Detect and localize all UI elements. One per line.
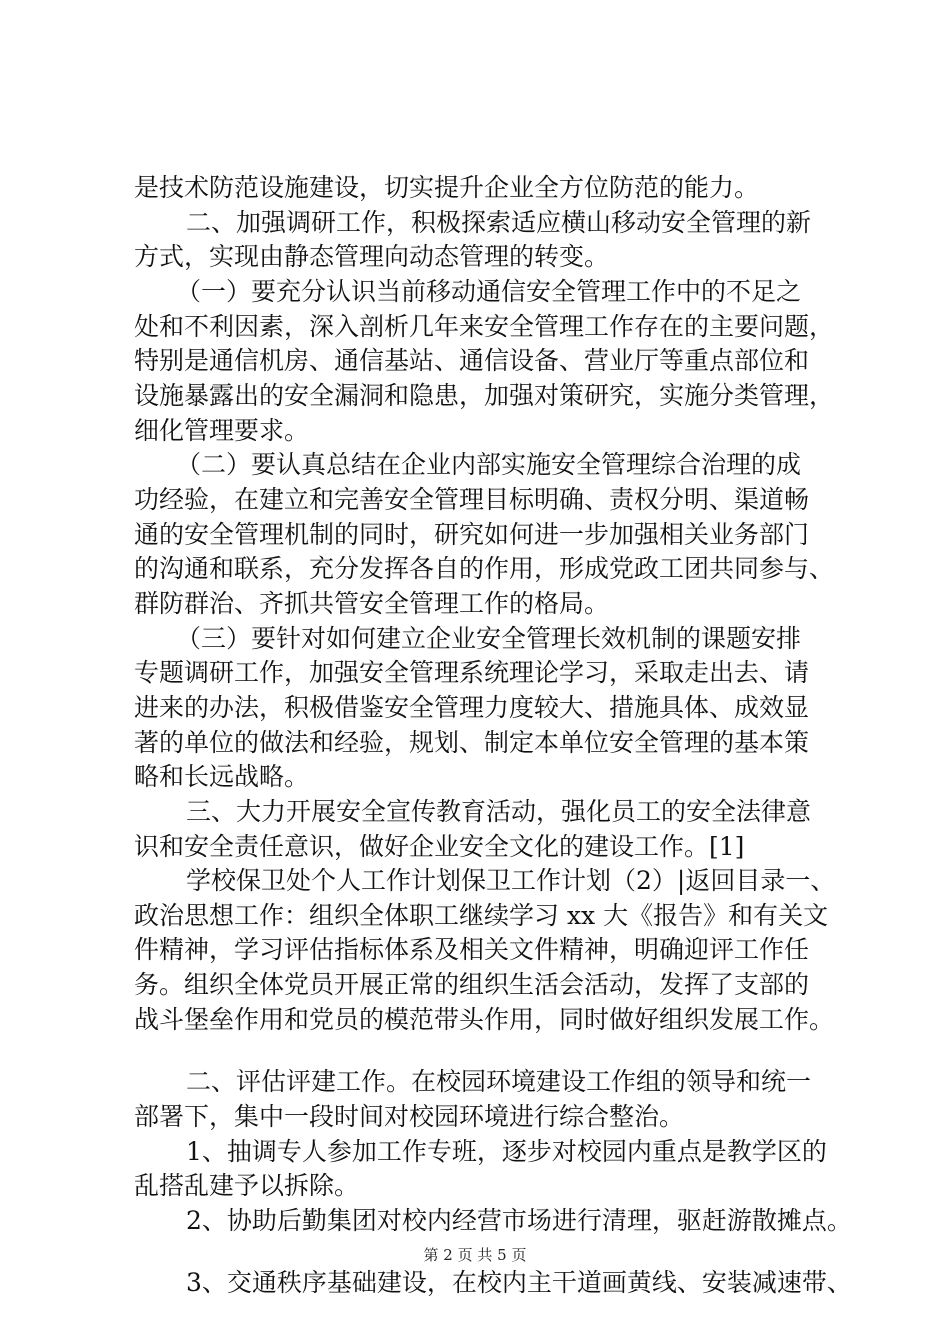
text-line: 二、评估评建工作。在校园环境建设工作组的领导和统一 [186,1067,812,1096]
text-line: 乱搭乱建予以拆除。 [134,1171,360,1200]
text-line: 通的安全管理机制的同时，研究如何进一步加强相关业务部门 [134,520,810,549]
text-line: 战斗堡垒作用和党员的模范带头作用，同时做好组织发展工作。 [134,1005,835,1034]
text-line: 著的单位的做法和经验，规划、制定本单位安全管理的基本策 [134,728,810,757]
text-line: 部署下，集中一段时间对校园环境进行综合整治。 [134,1102,685,1131]
text-line: 2、协助后勤集团对校内经营市场进行清理，驱赶游散摊点。 [186,1206,852,1235]
text-line: 学校保卫处个人工作计划保卫工作计划（2）|返回目录一、 [186,866,836,895]
text-line: 细化管理要求。 [134,416,310,445]
text-line: 专题调研工作，加强安全管理系统理论学习，采取走出去、请 [134,658,810,687]
text-line: 群防群治、齐抓共管安全管理工作的格局。 [134,589,610,618]
text-line: （一）要充分认识当前移动通信安全管理工作中的不足之 [176,277,802,306]
text-line: 处和不利因素，深入剖析几年来安全管理工作存在的主要问题， [134,312,835,341]
text-line: 方式，实现由静态管理向动态管理的转变。 [134,242,610,271]
text-line: （二）要认真总结在企业内部实施安全管理综合治理的成 [176,450,802,479]
text-line: 功经验，在建立和完善安全管理目标明确、责权分明、渠道畅 [134,485,810,514]
text-line: 件精神，学习评估指标体系及相关文件精神，明确迎评工作任 [134,935,810,964]
text-line: 1、抽调专人参加工作专班，逐步对校园内重点是教学区的 [186,1137,827,1166]
text-line: 进来的办法，积极借鉴安全管理力度较大、措施具体、成效显 [134,693,810,722]
text-line: （三）要针对如何建立企业安全管理长效机制的课题安排 [176,624,802,653]
text-line: 三、大力开展安全宣传教育活动，强化员工的安全法律意 [186,797,812,826]
text-line: 二、加强调研工作，积极探索适应横山移动安全管理的新 [186,208,812,237]
text-line: 的沟通和联系，充分发挥各自的作用，形成党政工团共同参与、 [134,554,835,583]
text-line: 3、交通秩序基础建设，在校内主干道画黄线、安装减速带、 [186,1268,852,1297]
text-line: 务。组织全体党员开展正常的组织生活会活动，发挥了支部的 [134,970,810,999]
text-line: 特别是通信机房、通信基站、通信设备、营业厅等重点部位和 [134,346,810,375]
text-line: 设施暴露出的安全漏洞和隐患，加强对策研究，实施分类管理， [134,381,835,410]
text-line: 略和长远战略。 [134,762,310,791]
text-line: 识和安全责任意识，做好企业安全文化的建设工作。[1] [134,832,745,861]
text-line: 政治思想工作：组织全体职工继续学习 xx 大《报告》和有关文 [134,901,829,930]
text-line: 是技术防范设施建设，切实提升企业全方位防范的能力。 [134,173,760,202]
page-number-footer: 第 2 页 共 5 页 [423,1246,527,1264]
